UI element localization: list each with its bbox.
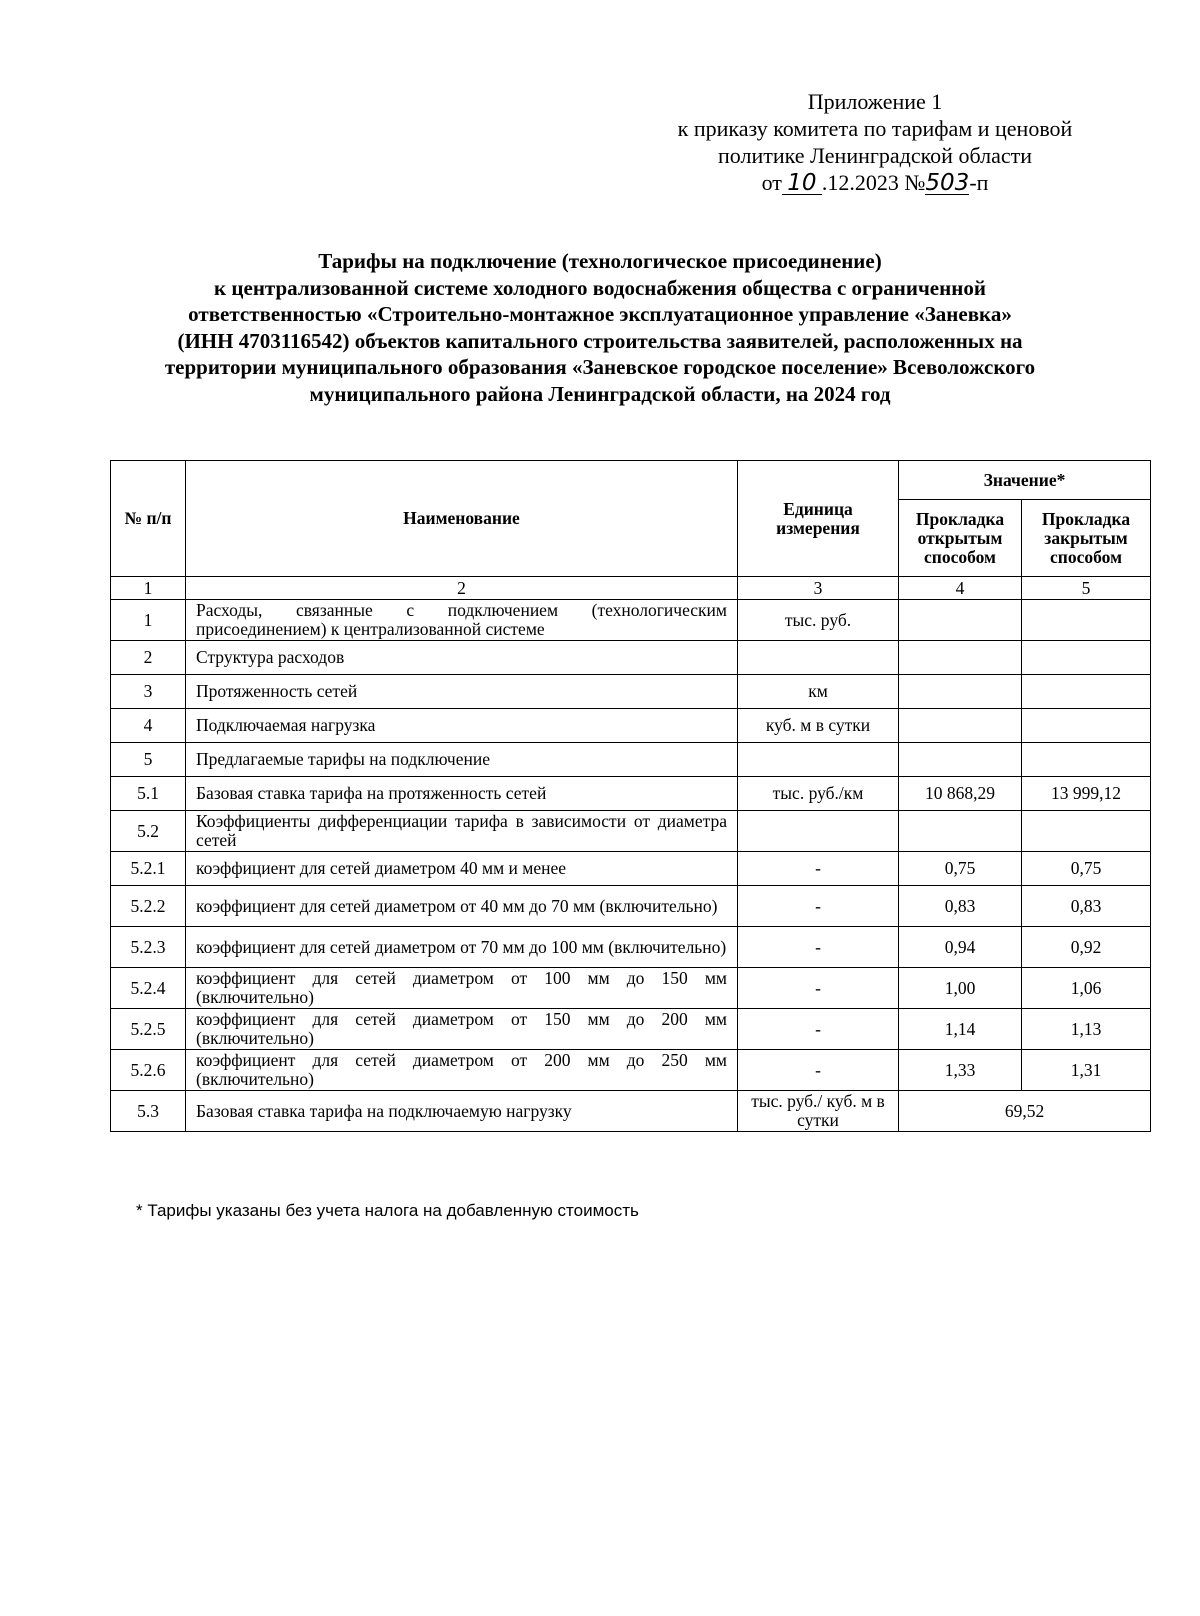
row-open-value: 1,33 [899, 1050, 1022, 1091]
row-open-value [899, 709, 1022, 743]
row-name: Расходы, связанные с подключением (технологическим присоединением) к централизованной системе [186, 600, 738, 641]
row-name: Подключаемая нагрузка [186, 709, 738, 743]
row-num: 3 [111, 675, 186, 709]
row-num: 5.2 [111, 811, 186, 852]
table-row [111, 886, 1151, 927]
tariffs-table [110, 460, 1151, 1132]
appendix-title: Приложение 1 [807, 89, 943, 114]
row-open-value: 10 868,29 [899, 777, 1022, 811]
row-num: 5.2.3 [111, 927, 186, 968]
handwritten-date-day: 10 [782, 172, 822, 195]
row-unit: - [738, 968, 899, 1009]
row-unit: куб. м в сутки [738, 709, 899, 743]
row-name: коэффициент для сетей диаметром от 70 мм до 100 мм (включительно) [186, 927, 738, 968]
row-num: 5.3 [111, 1091, 186, 1132]
date-prefix: от [761, 170, 782, 195]
table-row [111, 1050, 1151, 1091]
row-name: Базовая ставка тарифа на подключаемую нагрузку [186, 1091, 738, 1132]
header-unit: Единица измерения [738, 461, 899, 577]
column-number: 3 [738, 577, 899, 600]
footnote: * Тарифы указаны без учета налога на добавленную стоимость [136, 1201, 639, 1220]
table-row [111, 641, 1151, 675]
document-title [120, 248, 1080, 407]
table-row [111, 1091, 1151, 1132]
table-row [111, 777, 1151, 811]
row-open-value [899, 600, 1022, 641]
row-name: коэффициент для сетей диаметром 40 мм и менее [186, 852, 738, 886]
title-line: Тарифы на подключение (технологическое присоединение) [318, 249, 882, 273]
row-closed-value: 0,92 [1022, 927, 1151, 968]
appendix-header [640, 88, 1110, 196]
column-number: 4 [899, 577, 1022, 600]
row-num: 5.2.5 [111, 1009, 186, 1050]
row-closed-value [1022, 641, 1151, 675]
table-row [111, 709, 1151, 743]
row-unit: тыс. руб. [738, 600, 899, 641]
row-name: коэффициент для сетей диаметром от 40 мм до 70 мм (включительно) [186, 886, 738, 927]
row-name: Предлагаемые тарифы на подключение [186, 743, 738, 777]
row-merged-value: 69,52 [899, 1091, 1151, 1132]
row-name: коэффициент для сетей диаметром от 100 мм до 150 мм (включительно) [186, 968, 738, 1009]
row-num: 5.1 [111, 777, 186, 811]
header-name: Наименование [186, 461, 738, 577]
row-open-value [899, 811, 1022, 852]
row-num: 5.2.2 [111, 886, 186, 927]
row-open-value: 0,94 [899, 927, 1022, 968]
table-header-row [111, 461, 1151, 500]
row-unit [738, 743, 899, 777]
row-closed-value: 0,83 [1022, 886, 1151, 927]
table-row [111, 852, 1151, 886]
row-closed-value: 1,13 [1022, 1009, 1151, 1050]
row-name: Структура расходов [186, 641, 738, 675]
row-open-value: 0,75 [899, 852, 1022, 886]
appendix-line-2: к приказу комитета по тарифам и ценовой [677, 116, 1073, 141]
row-num: 1 [111, 600, 186, 641]
row-open-value [899, 641, 1022, 675]
row-unit: - [738, 1009, 899, 1050]
row-open-value: 0,83 [899, 886, 1022, 927]
table-row [111, 675, 1151, 709]
row-open-value [899, 743, 1022, 777]
handwritten-order-number: 503 [925, 170, 970, 196]
appendix-line-3: политике Ленинградской области [717, 143, 1032, 168]
order-suffix: -п [969, 170, 989, 195]
row-unit: - [738, 927, 899, 968]
title-line: территории муниципального образования «Заневское городское поселение» Всеволожского [164, 355, 1036, 379]
table-row [111, 927, 1151, 968]
column-number: 2 [186, 577, 738, 600]
row-unit: тыс. руб./км [738, 777, 899, 811]
table-row [111, 811, 1151, 852]
row-unit [738, 641, 899, 675]
table-row [111, 600, 1151, 641]
row-closed-value: 1,31 [1022, 1050, 1151, 1091]
row-open-value [899, 675, 1022, 709]
row-num: 5.2.6 [111, 1050, 186, 1091]
table-row [111, 1009, 1151, 1050]
table-row [111, 968, 1151, 1009]
title-line: ответственностью «Строительно-монтажное эксплуатационное управление «Заневка» [188, 302, 1012, 326]
row-closed-value: 0,75 [1022, 852, 1151, 886]
row-closed-value [1022, 709, 1151, 743]
row-open-value: 1,00 [899, 968, 1022, 1009]
row-open-value: 1,14 [899, 1009, 1022, 1050]
row-unit: - [738, 1050, 899, 1091]
row-closed-value: 1,06 [1022, 968, 1151, 1009]
row-num: 5 [111, 743, 186, 777]
row-unit [738, 811, 899, 852]
appendix-order-line [640, 169, 1110, 196]
row-num: 5.2.4 [111, 968, 186, 1009]
header-value: Значение* [899, 461, 1151, 500]
column-number: 1 [111, 577, 186, 600]
row-closed-value [1022, 811, 1151, 852]
row-num: 2 [111, 641, 186, 675]
title-line: муниципального района Ленинградской области, на 2024 год [309, 381, 891, 406]
row-num: 4 [111, 709, 186, 743]
row-unit: тыс. руб./ куб. м в сутки [738, 1091, 899, 1132]
row-name: Коэффициенты дифференциации тарифа в зависимости от диаметра сетей [186, 811, 738, 852]
row-name: коэффициент для сетей диаметром от 150 мм до 200 мм (включительно) [186, 1009, 738, 1050]
row-num: 5.2.1 [111, 852, 186, 886]
title-line: (ИНН 4703116542) объектов капитального строительства заявителей, расположенных на [177, 328, 1023, 353]
header-num: № п/п [111, 461, 186, 577]
row-closed-value [1022, 675, 1151, 709]
row-unit: - [738, 852, 899, 886]
row-unit: - [738, 886, 899, 927]
row-name: коэффициент для сетей диаметром от 200 мм до 250 мм (включительно) [186, 1050, 738, 1091]
row-closed-value: 13 999,12 [1022, 777, 1151, 811]
row-unit: км [738, 675, 899, 709]
column-number-row [111, 577, 1151, 600]
row-name: Протяженность сетей [186, 675, 738, 709]
date-rest: .12.2023 № [821, 170, 926, 195]
row-name: Базовая ставка тарифа на протяженность сетей [186, 777, 738, 811]
row-closed-value [1022, 743, 1151, 777]
header-open-method: Прокладка открытым способом [899, 500, 1022, 577]
table-row [111, 743, 1151, 777]
title-line: к централизованной системе холодного водоснабжения общества с ограниченной [214, 275, 986, 300]
column-number: 5 [1022, 577, 1151, 600]
header-closed-method: Прокладка закрытым способом [1022, 500, 1151, 577]
row-closed-value [1022, 600, 1151, 641]
